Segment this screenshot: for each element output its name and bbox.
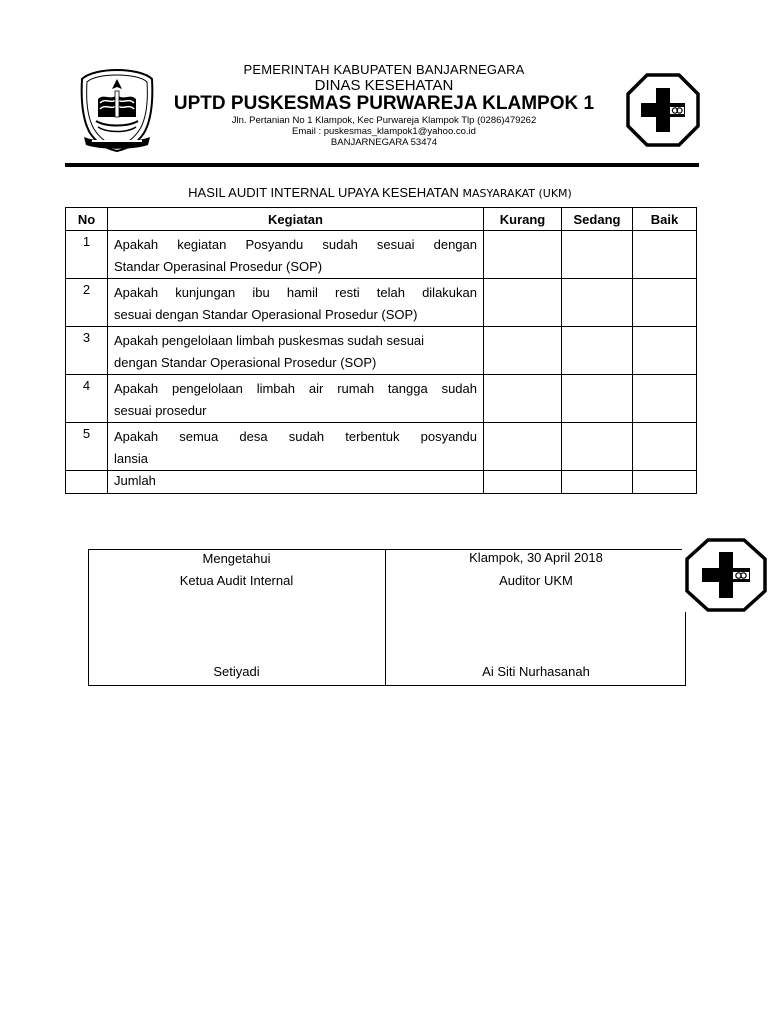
activity-line: lansia	[114, 451, 148, 466]
institution-address: Jln. Pertanian No 1 Klampok, Kec Purwareja Klampok Tlp (0286)479262	[231, 115, 537, 126]
title-main: HASIL AUDIT INTERNAL UPAYA KESEHATAN	[188, 185, 459, 200]
activity-line: Apakah kegiatan Posyandu sudah sesuai dengan	[114, 237, 477, 252]
row-number: 3	[66, 327, 108, 375]
sedang-cell[interactable]	[562, 327, 633, 375]
kurang-cell[interactable]	[484, 327, 562, 375]
kurang-cell[interactable]	[484, 279, 562, 327]
sedang-cell[interactable]	[562, 279, 633, 327]
place-date: Klampok, 30 April 2018	[469, 550, 603, 565]
puskesmas-logo-icon	[625, 72, 701, 148]
chief-name: Setiyadi	[213, 664, 260, 679]
header-sedang: Sedang	[562, 208, 633, 231]
activity-line: dengan Standar Operasional Prosedur (SOP)	[114, 355, 377, 370]
table-row	[66, 279, 697, 327]
baik-cell[interactable]	[633, 423, 697, 471]
letterhead-divider	[65, 163, 699, 167]
audit-table	[65, 207, 697, 494]
row-number: 2	[66, 279, 108, 327]
department-name: DINAS KESEHATAN	[314, 77, 454, 94]
government-name: PEMERINTAH KABUPATEN BANJARNEGARA	[243, 62, 525, 77]
header-kegiatan: Kegiatan	[108, 208, 484, 231]
row-number: 1	[66, 231, 108, 279]
row-number: 4	[66, 375, 108, 423]
total-no-cell	[66, 471, 108, 494]
row-number: 5	[66, 423, 108, 471]
header-baik: Baik	[633, 208, 697, 231]
activity-line: sesuai dengan Standar Operasional Prosedur (SOP)	[114, 307, 418, 322]
table-row	[66, 231, 697, 279]
institution-city: BANJARNEGARA 53474	[330, 137, 438, 148]
sedang-cell[interactable]	[562, 375, 633, 423]
activity-cell	[108, 375, 484, 423]
activity-line: Apakah pengelolaan limbah puskesmas sudah sesuai	[114, 333, 425, 348]
auditor-role: Auditor UKM	[499, 573, 573, 588]
total-row	[66, 471, 697, 494]
header-kurang: Kurang	[484, 208, 562, 231]
baik-cell[interactable]	[633, 375, 697, 423]
banjarnegara-regency-crest-icon	[78, 67, 156, 153]
chief-role: Ketua Audit Internal	[179, 573, 294, 588]
activity-cell	[108, 423, 484, 471]
kurang-cell[interactable]	[484, 231, 562, 279]
activity-cell	[108, 231, 484, 279]
total-label: Jumlah	[108, 471, 484, 494]
puskesmas-logo-icon	[684, 537, 768, 613]
sedang-cell[interactable]	[562, 423, 633, 471]
activity-cell	[108, 279, 484, 327]
activity-cell	[108, 327, 484, 375]
table-row	[66, 375, 697, 423]
table-header-row	[66, 208, 697, 231]
activity-line: Apakah kunjungan ibu hamil resti telah dilakukan	[114, 285, 477, 300]
document-title	[65, 185, 695, 200]
activity-line: Standar Operasinal Prosedur (SOP)	[114, 259, 323, 274]
activity-line: sesuai prosedur	[114, 403, 207, 418]
auditor-name: Ai Siti Nurhasanah	[482, 664, 590, 679]
kurang-cell[interactable]	[484, 375, 562, 423]
total-sedang-cell[interactable]	[562, 471, 633, 494]
kurang-cell[interactable]	[484, 423, 562, 471]
title-suffix: MASYARAKAT (UKM)	[462, 187, 572, 200]
activity-line: Apakah semua desa sudah terbentuk posyandu	[114, 429, 477, 444]
baik-cell[interactable]	[633, 327, 697, 375]
institution-email: Email : puskesmas_klampok1@yahoo.co.id	[292, 126, 476, 137]
acknowledged-label: Mengetahui	[202, 551, 271, 566]
header-no: No	[66, 208, 108, 231]
institution-name: UPTD PUSKESMAS PURWAREJA KLAMPOK 1	[173, 93, 595, 114]
activity-line: Apakah pengelolaan limbah air rumah tangga sudah	[114, 381, 477, 396]
baik-cell[interactable]	[633, 231, 697, 279]
total-kurang-cell[interactable]	[484, 471, 562, 494]
sedang-cell[interactable]	[562, 231, 633, 279]
table-row	[66, 423, 697, 471]
signature-box-top-border	[88, 549, 386, 550]
baik-cell[interactable]	[633, 279, 697, 327]
total-baik-cell[interactable]	[633, 471, 697, 494]
table-row	[66, 327, 697, 375]
